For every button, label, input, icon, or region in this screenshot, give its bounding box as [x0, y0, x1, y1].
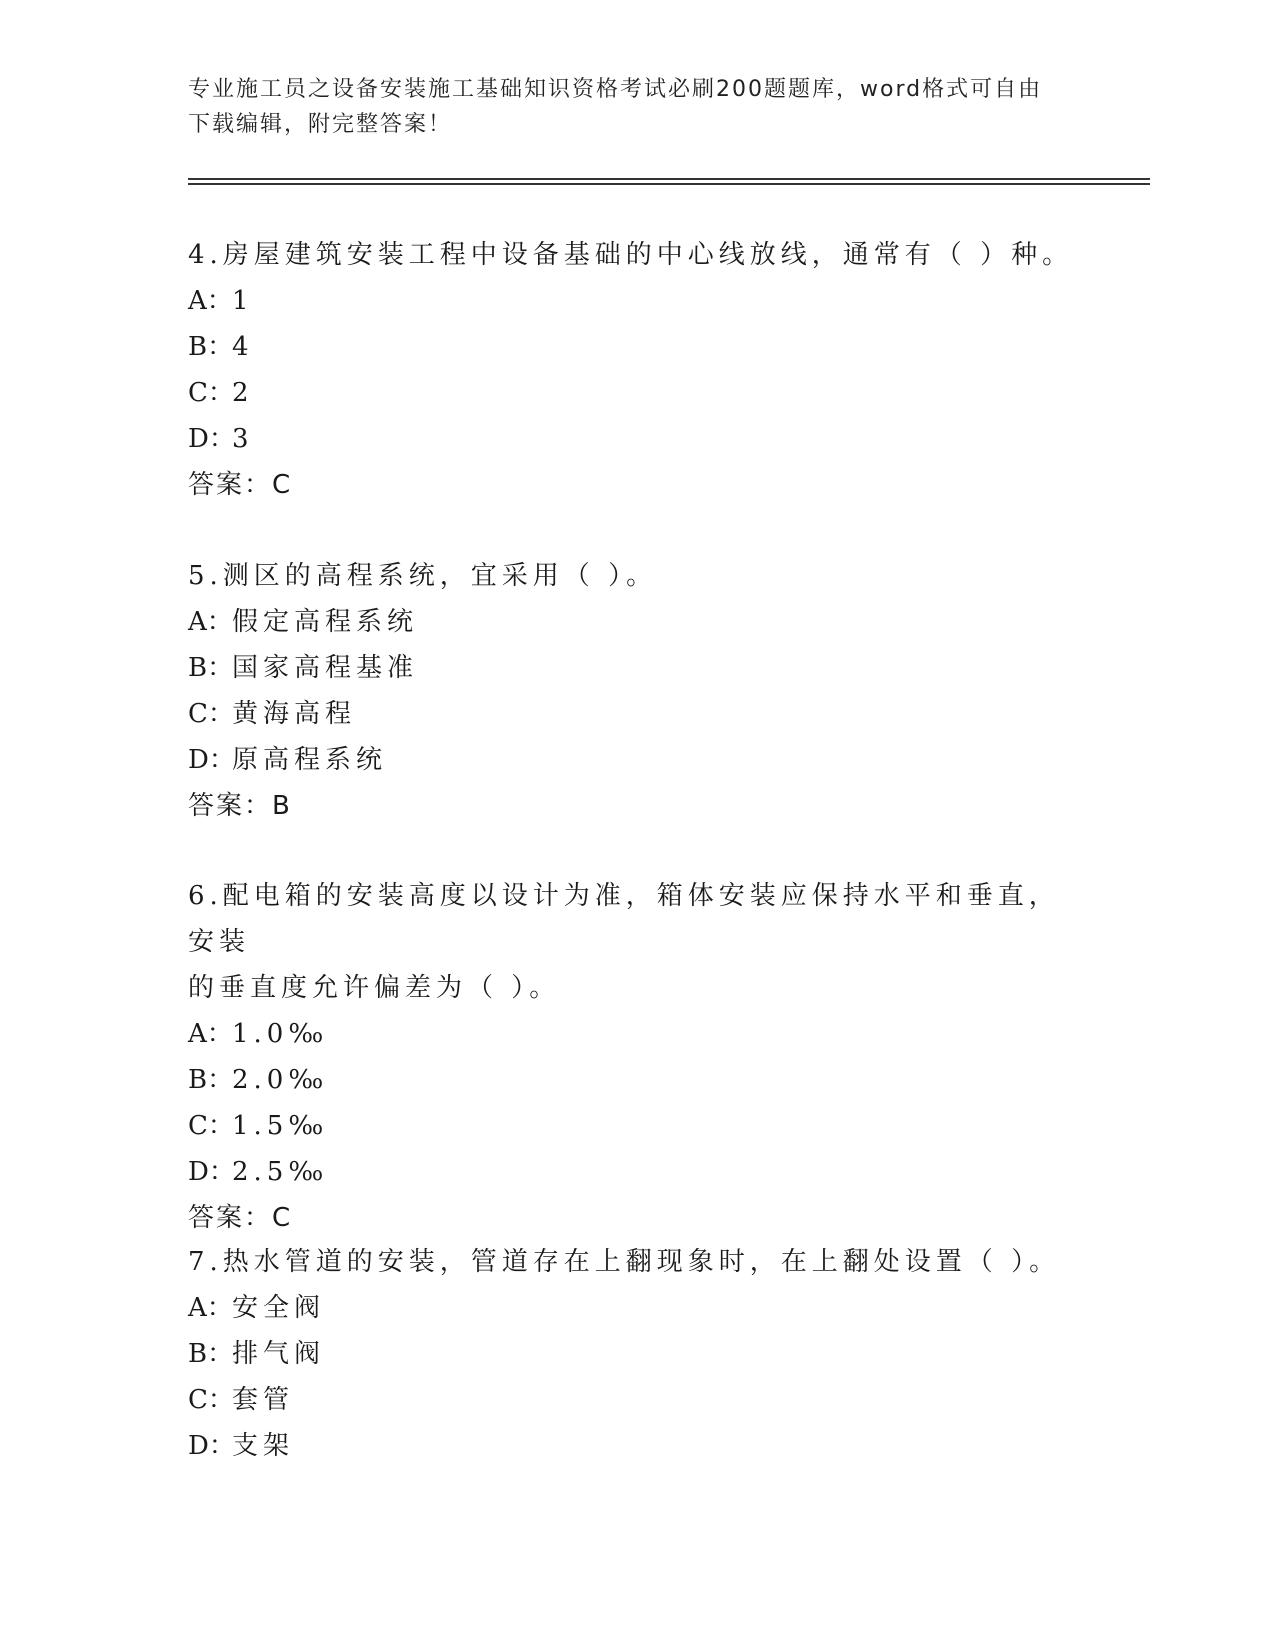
- option-a: [188, 1011, 1088, 1057]
- option-d: [188, 737, 1088, 783]
- question-stem: 4.房屋建筑安装工程中设备基础的中心线放线，通常有（ ）种。: [188, 240, 1074, 270]
- option-a: [188, 1285, 1088, 1331]
- option-text: 1.0‰: [232, 1019, 329, 1049]
- option-text: 安全阀: [232, 1293, 326, 1323]
- option-b: [188, 645, 1088, 691]
- option-key: C：: [188, 378, 234, 408]
- option-text: 原高程系统: [232, 745, 388, 775]
- option-b: [188, 1057, 1088, 1103]
- option-text: 3: [232, 424, 254, 454]
- question-stem-line-1: 6.配电箱的安装高度以设计为准，箱体安装应保持水平和垂直，安装: [188, 881, 1060, 957]
- header-divider-bottom: [188, 183, 1150, 185]
- option-b: [188, 324, 1088, 370]
- option-c: [188, 1377, 1088, 1423]
- answer-line: 答案：C: [188, 470, 293, 500]
- option-a: [188, 278, 1088, 324]
- option-key: A：: [188, 286, 233, 316]
- question-6: [188, 873, 1088, 1241]
- option-text: 排气阀: [232, 1339, 326, 1369]
- answer-line: 答案：B: [188, 791, 292, 821]
- answer-line: 答案：C: [188, 1203, 293, 1233]
- option-key: C：: [188, 1111, 234, 1141]
- option-b: [188, 1331, 1088, 1377]
- option-text: 套管: [232, 1385, 295, 1415]
- option-key: D：: [188, 745, 235, 775]
- question-7: [188, 1239, 1088, 1469]
- option-text: 4: [232, 332, 254, 362]
- option-text: 支架: [232, 1431, 295, 1461]
- option-text: 黄海高程: [232, 699, 357, 729]
- option-key: A：: [188, 1293, 233, 1323]
- option-d: [188, 1149, 1088, 1195]
- option-text: 国家高程基准: [232, 653, 419, 683]
- option-text: 1.5‰: [232, 1111, 329, 1141]
- question-stem: 7.热水管道的安装，管道存在上翻现象时，在上翻处设置（ ）。: [188, 1247, 1061, 1277]
- document-header: [188, 72, 1088, 142]
- question-stem-line-2: 的垂直度允许偏差为（ ）。: [188, 973, 561, 1003]
- question-5: [188, 553, 1088, 829]
- option-text: 1: [232, 286, 254, 316]
- option-key: D：: [188, 424, 235, 454]
- option-c: [188, 370, 1088, 416]
- option-key: A：: [188, 607, 233, 637]
- option-text: 2: [232, 378, 254, 408]
- header-line-1: 专业施工员之设备安装施工基础知识资格考试必刷200题题库，word格式可自由: [188, 77, 1043, 102]
- option-key: B：: [188, 332, 234, 362]
- header-divider-top: [188, 178, 1150, 180]
- option-c: [188, 691, 1088, 737]
- option-key: A：: [188, 1019, 233, 1049]
- option-c: [188, 1103, 1088, 1149]
- header-line-2: 下载编辑，附完整答案！: [188, 112, 453, 137]
- option-key: B：: [188, 1065, 234, 1095]
- option-d: [188, 416, 1088, 462]
- option-text: 2.0‰: [232, 1065, 329, 1095]
- question-stem: 5.测区的高程系统，宜采用（ ）。: [188, 561, 658, 591]
- option-d: [188, 1423, 1088, 1469]
- option-a: [188, 599, 1088, 645]
- question-4: [188, 232, 1088, 508]
- option-key: C：: [188, 699, 234, 729]
- option-text: 2.5‰: [232, 1157, 329, 1187]
- option-key: B：: [188, 1339, 234, 1369]
- option-key: D：: [188, 1431, 235, 1461]
- option-text: 假定高程系统: [232, 607, 419, 637]
- option-key: D：: [188, 1157, 235, 1187]
- option-key: C：: [188, 1385, 234, 1415]
- option-key: B：: [188, 653, 234, 683]
